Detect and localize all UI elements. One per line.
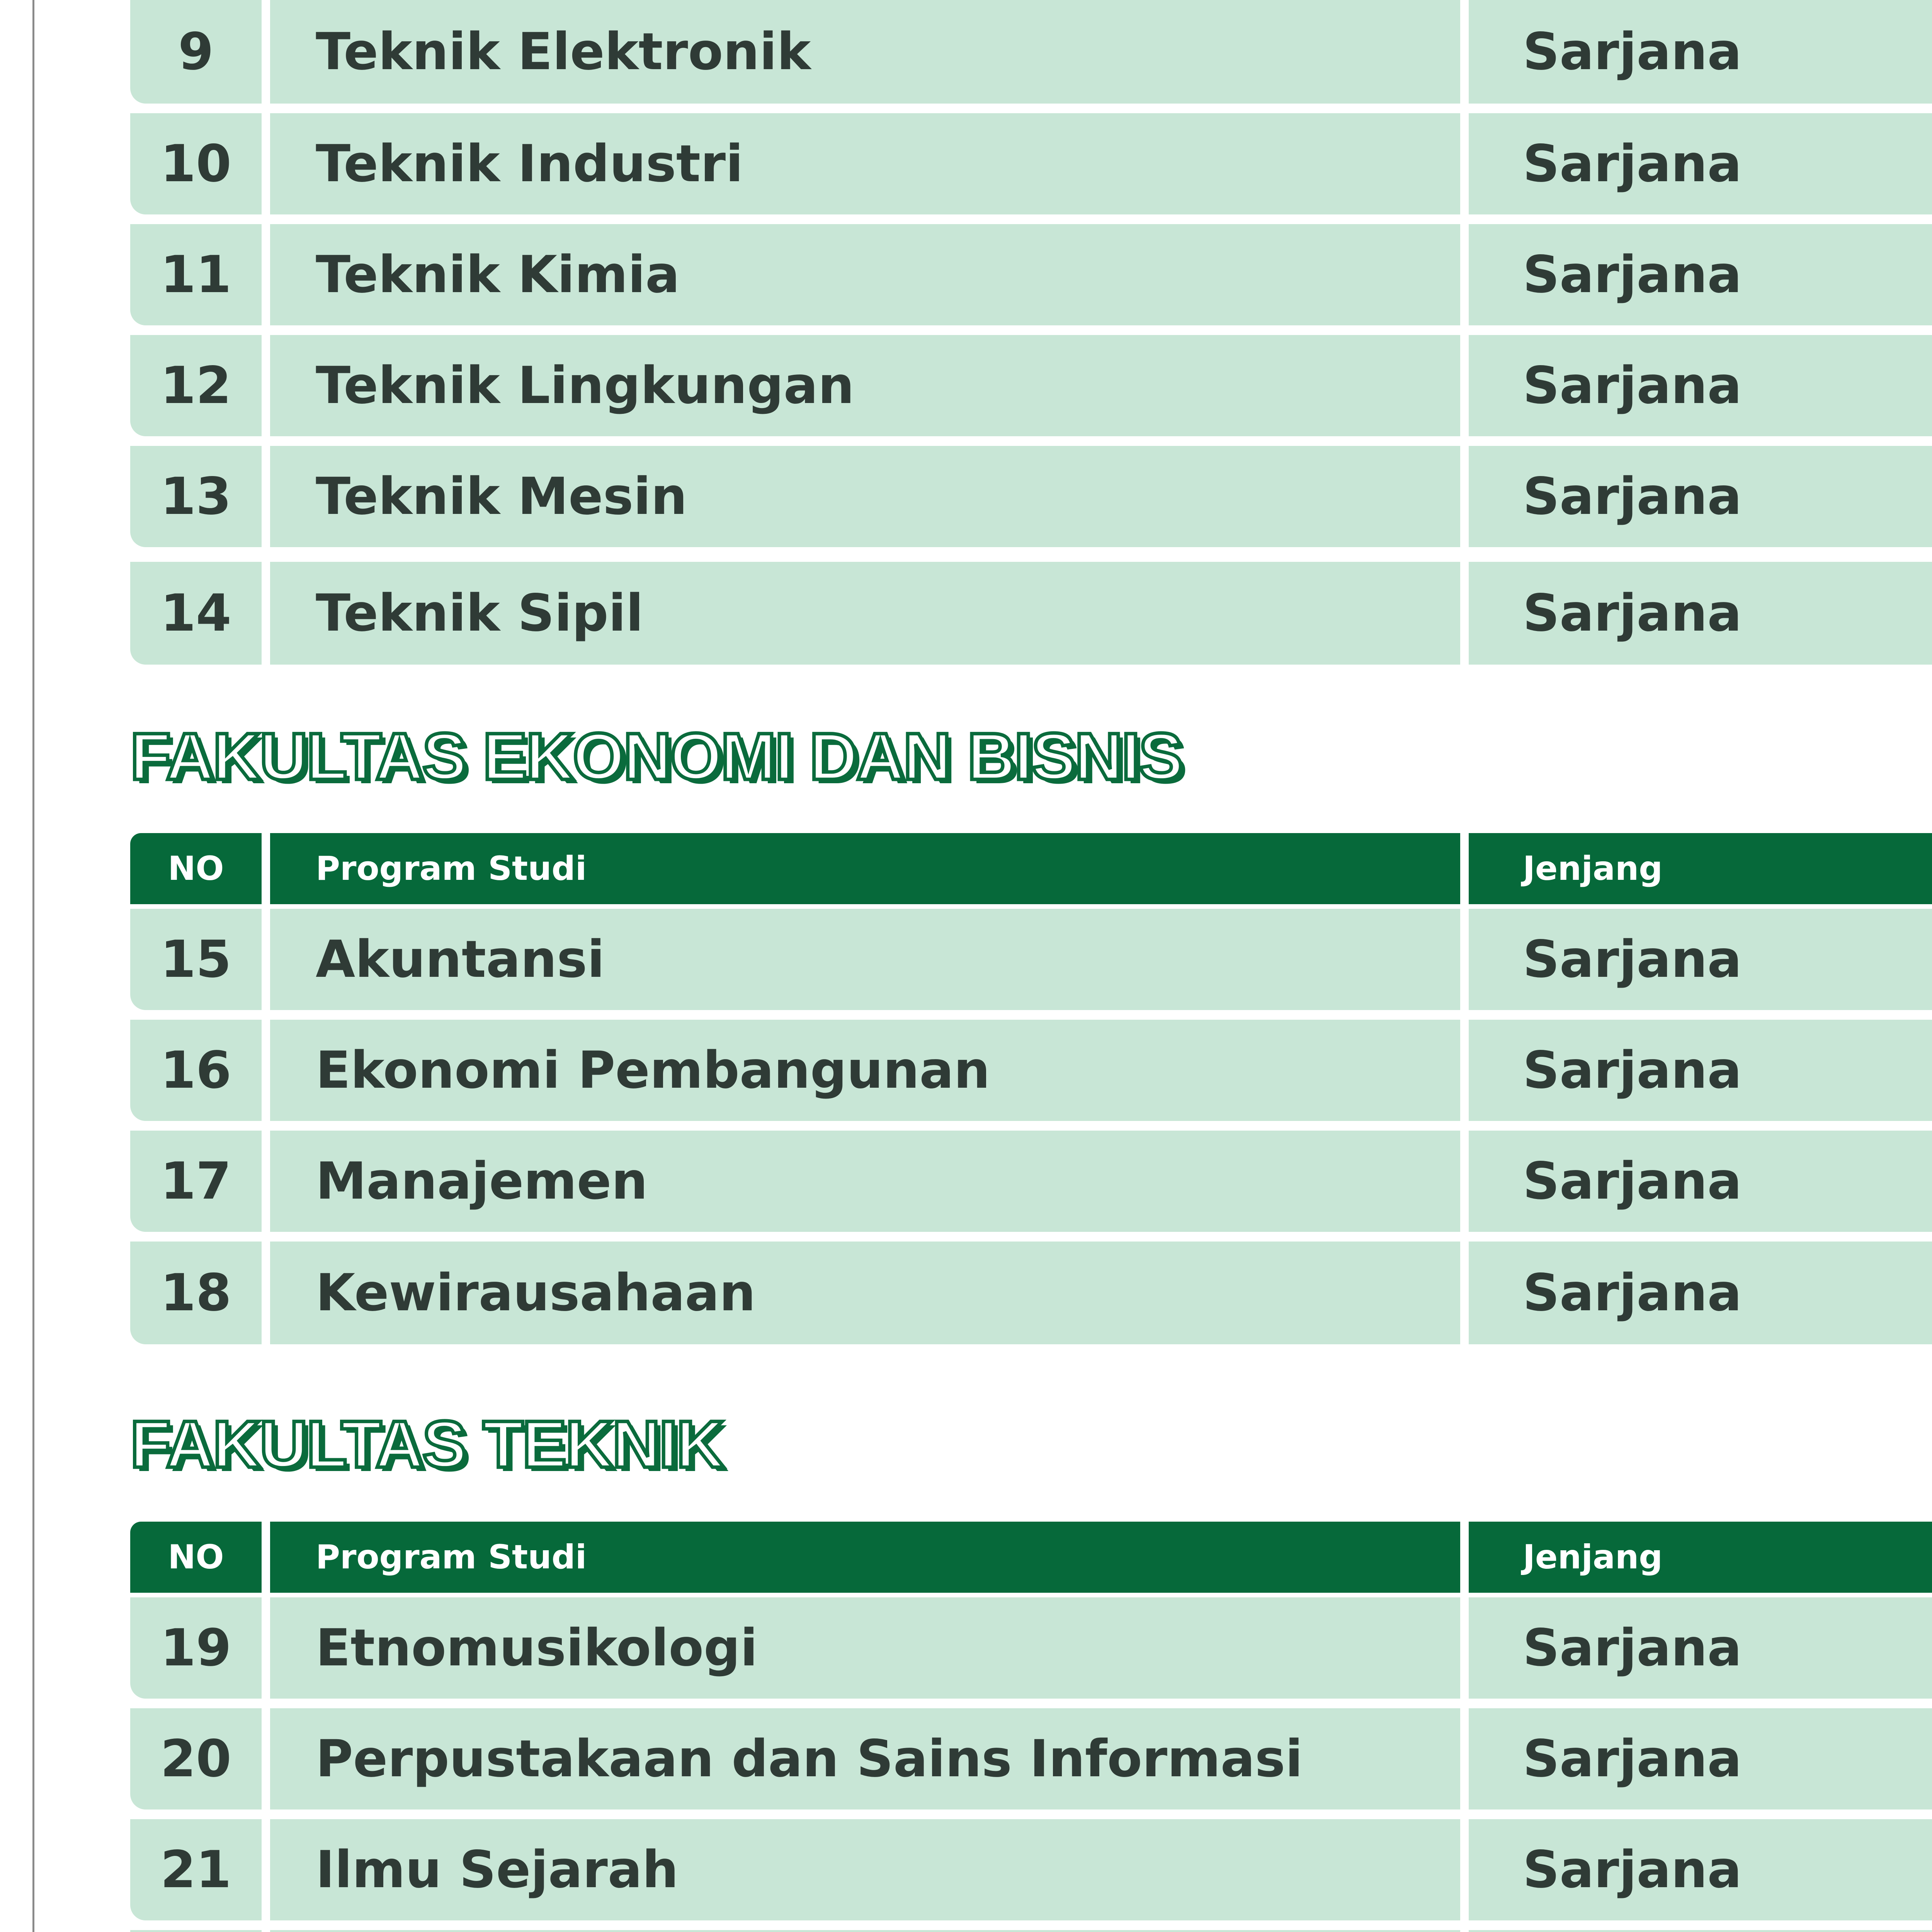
cell-program: Kewirausahaan [270, 1242, 1460, 1344]
table-header [130, 833, 1932, 904]
cell-no: 19 [130, 1597, 262, 1699]
table-row [130, 335, 1932, 436]
table-row [130, 1819, 1932, 1920]
cell-program: Ekonomi Pembangunan [270, 1020, 1460, 1121]
table-teknik-continued [130, 0, 1932, 674]
cell-program: Manajemen [270, 1131, 1460, 1232]
table-header [130, 1522, 1932, 1593]
cell-no: 20 [130, 1708, 262, 1810]
cell-program: Teknik Lingkungan [270, 335, 1460, 436]
header-jenjang: Jenjang [1469, 1522, 1932, 1593]
cell-jenjang [1469, 1930, 1932, 1932]
table-row [130, 1131, 1932, 1232]
cell-no: 14 [130, 562, 262, 665]
cell-program: Teknik Kimia [270, 224, 1460, 325]
cell-jenjang: Sarjana [1469, 1242, 1932, 1344]
cell-no: 18 [130, 1242, 262, 1344]
header-no: NO [130, 833, 262, 904]
cell-program: Etnomusikologi [270, 1597, 1460, 1699]
table-row [130, 224, 1932, 325]
cell-program [270, 1930, 1460, 1932]
cell-jenjang: Sarjana [1469, 113, 1932, 214]
cell-program: Akuntansi [270, 909, 1460, 1010]
cell-no: 9 [130, 0, 262, 104]
header-jenjang: Jenjang [1469, 833, 1932, 904]
section-title-teknik: FAKULTAS TEKNIK [130, 1407, 723, 1481]
header-program-studi: Program Studi [270, 833, 1460, 904]
header-program-studi: Program Studi [270, 1522, 1460, 1593]
cell-no: 10 [130, 113, 262, 214]
page-left-edge [32, 0, 34, 1932]
cell-jenjang: Sarjana [1469, 224, 1932, 325]
section-title-ekonomi-bisnis: FAKULTAS EKONOMI DAN BISNIS [130, 719, 1182, 794]
table-row [130, 562, 1932, 665]
header-no: NO [130, 1522, 262, 1593]
cell-jenjang: Sarjana [1469, 1597, 1932, 1699]
cell-no: 16 [130, 1020, 262, 1121]
cell-no [130, 1930, 262, 1932]
table-row [130, 1597, 1932, 1699]
cell-jenjang: Sarjana [1469, 1020, 1932, 1121]
table-row [130, 1930, 1932, 1932]
cell-program: Teknik Elektronik [270, 0, 1460, 104]
table-ekonomi-bisnis [130, 833, 1932, 1354]
cell-no: 21 [130, 1819, 262, 1920]
table-row [130, 0, 1932, 104]
cell-jenjang: Sarjana [1469, 909, 1932, 1010]
cell-jenjang: Sarjana [1469, 0, 1932, 104]
table-row [130, 1708, 1932, 1810]
cell-no: 12 [130, 335, 262, 436]
table-row [130, 1242, 1932, 1344]
cell-no: 15 [130, 909, 262, 1010]
cell-program: Teknik Mesin [270, 446, 1460, 547]
cell-no: 13 [130, 446, 262, 547]
cell-jenjang: Sarjana [1469, 562, 1932, 665]
table-row [130, 1020, 1932, 1121]
cell-program: Teknik Industri [270, 113, 1460, 214]
cell-no: 17 [130, 1131, 262, 1232]
cell-jenjang: Sarjana [1469, 1708, 1932, 1810]
table-row [130, 909, 1932, 1010]
cell-program: Perpustakaan dan Sains Informasi [270, 1708, 1460, 1810]
cell-program: Ilmu Sejarah [270, 1819, 1460, 1920]
cell-jenjang: Sarjana [1469, 1819, 1932, 1920]
cell-program: Teknik Sipil [270, 562, 1460, 665]
cell-jenjang: Sarjana [1469, 446, 1932, 547]
table-row [130, 446, 1932, 547]
cell-jenjang: Sarjana [1469, 335, 1932, 436]
cell-no: 11 [130, 224, 262, 325]
table-teknik [130, 1522, 1932, 1932]
cell-jenjang: Sarjana [1469, 1131, 1932, 1232]
table-row [130, 113, 1932, 214]
